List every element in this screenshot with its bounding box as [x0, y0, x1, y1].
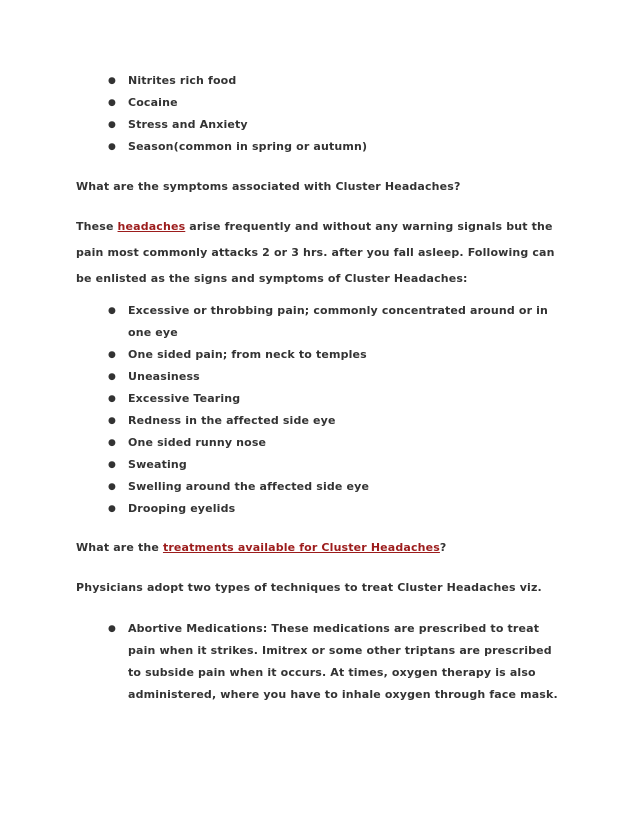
paragraph-text: These [76, 220, 118, 233]
list-item-text: Stress and Anxiety [128, 118, 248, 131]
bullet-icon: ● [108, 394, 117, 404]
symptoms-question: What are the symptoms associated with Cluster Headaches? [76, 180, 461, 193]
list-item-text: Swelling around the affected side eye [128, 480, 370, 493]
bullet-icon: ● [108, 482, 117, 492]
list-item [0, 476, 638, 498]
list-item-text: One sided runny nose [128, 436, 267, 449]
bullet-icon: ● [108, 142, 117, 152]
list-item [0, 136, 638, 158]
treatments-link[interactable]: treatments available for Cluster Headaches [162, 541, 440, 554]
bullet-icon: ● [108, 624, 117, 634]
list-item-text: Redness in the affected side eye [128, 414, 336, 427]
list-item [0, 618, 638, 706]
question-text: ? [439, 541, 447, 554]
bullet-icon: ● [108, 438, 117, 448]
list-item [0, 70, 638, 92]
symptoms-paragraph [76, 214, 566, 292]
list-item [0, 432, 638, 454]
list-item-text: Excessive or throbbing pain; commonly concentrated around or in one eye [128, 304, 549, 339]
list-item [0, 410, 638, 432]
list-item [0, 114, 638, 136]
list-item [0, 498, 638, 520]
bullet-icon: ● [108, 372, 117, 382]
list-item [0, 388, 638, 410]
treatments-question [76, 535, 566, 561]
bullet-icon: ● [108, 416, 117, 426]
list-item [0, 300, 638, 344]
headaches-link[interactable]: headaches [117, 220, 186, 233]
paragraph-text: arise frequently and without any warning signals but the pain most commonly attacks 2 or 3 hrs. after you fall asleep. Following can be enlisted as the signs and symptoms of Cluster Headaches: [76, 220, 555, 285]
list-item-text: Sweating [128, 458, 187, 471]
bullet-icon: ● [108, 504, 117, 514]
bullet-icon: ● [108, 350, 117, 360]
bullet-icon: ● [108, 306, 117, 316]
symptoms-list [0, 300, 638, 520]
list-item [0, 92, 638, 114]
causes-list [0, 70, 638, 158]
bullet-icon: ● [108, 76, 117, 86]
list-item [0, 366, 638, 388]
list-item-text: Season(common in spring or autumn) [128, 140, 368, 153]
bullet-icon: ● [108, 460, 117, 470]
list-item-text: Cocaine [128, 96, 178, 109]
bullet-icon: ● [108, 98, 117, 108]
bullet-icon: ● [108, 120, 117, 130]
treatments-intro: Physicians adopt two types of techniques to treat Cluster Headaches viz. [76, 581, 542, 594]
list-item [0, 454, 638, 476]
treatments-list [0, 618, 638, 706]
list-item-text: Nitrites rich food [128, 74, 237, 87]
list-item-text: One sided pain; from neck to temples [128, 348, 367, 361]
list-item-text: Uneasiness [128, 370, 200, 383]
list-item-text: Drooping eyelids [128, 502, 236, 515]
list-item-text: Excessive Tearing [128, 392, 241, 405]
list-item-text: Abortive Medications: These medications are prescribed to treat pain when it strikes. Imitrex or some other triptans are prescribed to subside pain when it occurs. At times, oxygen therapy is also administered, where you have to inhale oxygen through face mask. [128, 622, 558, 701]
list-item [0, 344, 638, 366]
question-text: What are the [76, 541, 163, 554]
